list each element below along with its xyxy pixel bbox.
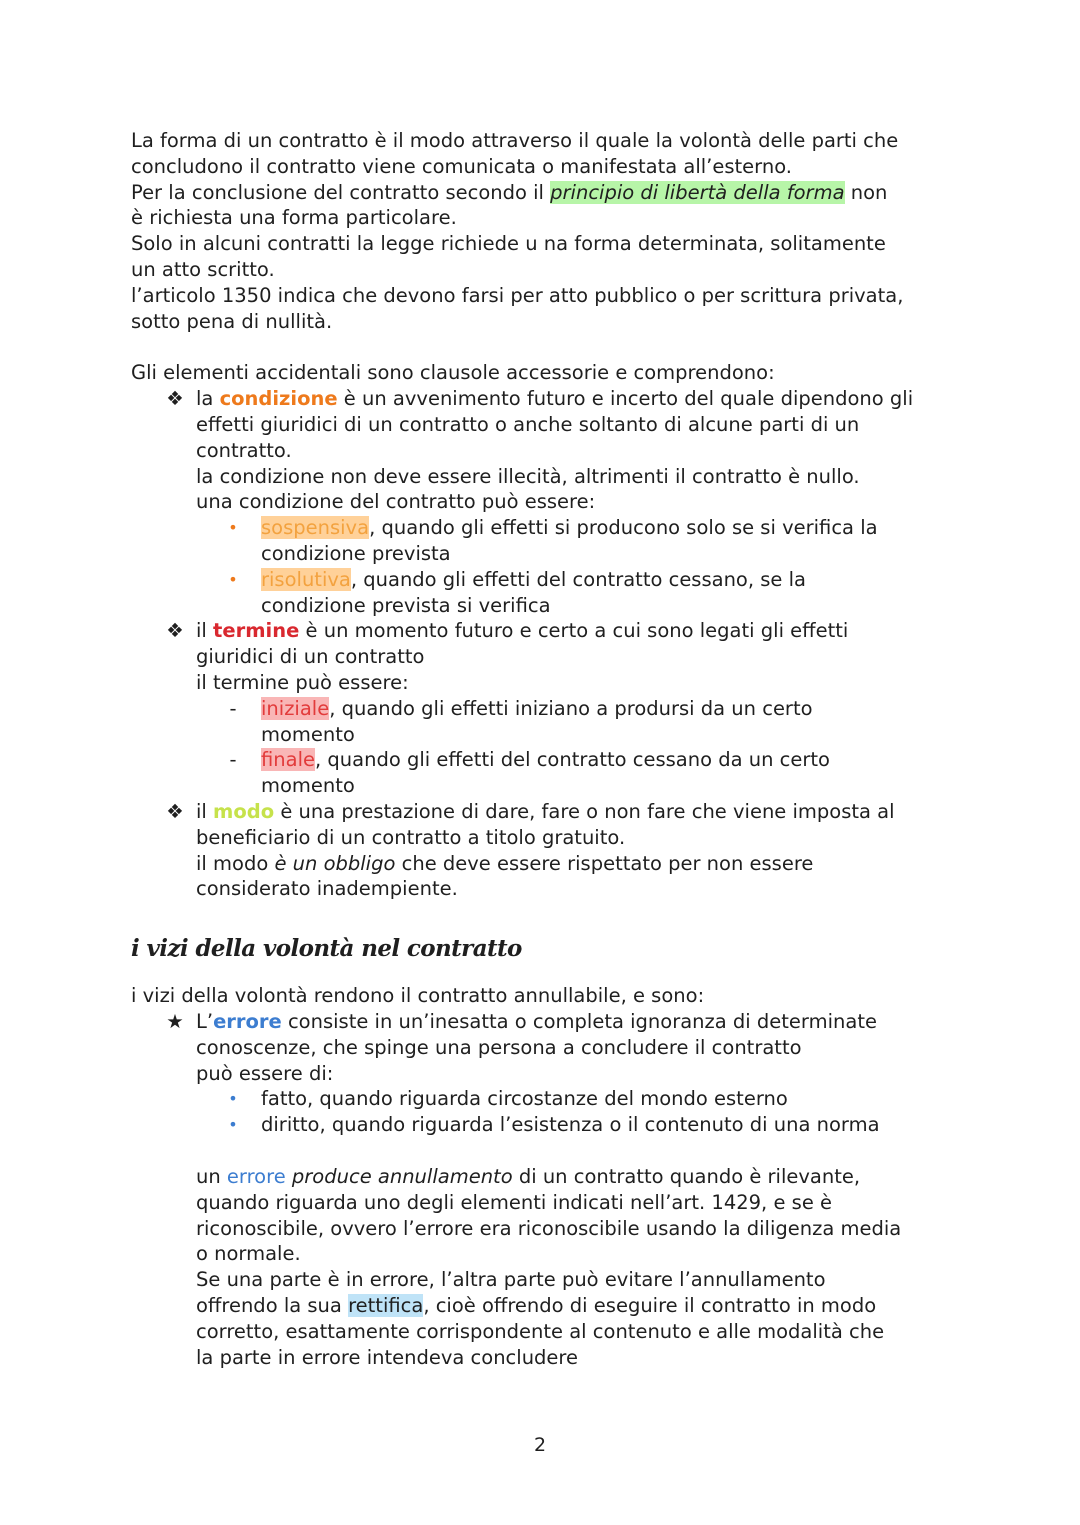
page-number: 2 (533, 1434, 547, 1456)
dot-bullet-icon: • (228, 569, 238, 589)
document-page (131, 128, 961, 1370)
vizi-intro: i vizi della volontà rendono il contratto annullabile, e sono: (131, 984, 705, 1008)
highlight-finale: finale (261, 748, 316, 772)
intro-line: concludono il contratto viene comunicata o manifestata all’esterno. (131, 154, 793, 178)
diamond-bullet-icon: ❖ (166, 799, 184, 823)
sub-item-finale: - finale, quando gli effetti del contratto cessano da un certo momento (131, 747, 961, 799)
highlight-sospensiva: sospensiva (261, 516, 370, 540)
intro-line: Solo in alcuni contratti la legge richiede u na forma determinata, solitamente (131, 232, 886, 256)
sub-item-fatto: • fatto, quando riguarda circostanze del mondo esterno (131, 1086, 961, 1112)
highlight-principio: principio di libertà della forma (550, 180, 845, 204)
bullet-termine: ❖ il termine è un momento futuro e certo a cui sono legati gli effetti giuridici di un contratto il termine può essere: (131, 618, 961, 695)
elementi-heading: Gli elementi accidentali sono clausole accessorie e comprendono: (131, 361, 775, 385)
dash-bullet-icon: - (229, 748, 237, 772)
intro-line: un atto scritto. (131, 257, 275, 281)
errore-paragraph: un errore produce annullamento di un contratto quando è rilevante, quando riguarda uno degli elementi indicati nell’art. 1429, e se è riconoscibile, ovvero l’errore era riconoscibile usando la diligenza media o normale. Se una parte è in errore, l’altra parte può evitare l’annullamento offrendo la sua rettifica, cioè offrendo di eseguire il contratto in modo corretto, esattamente corrispondente al contenuto e alle modalità che la parte in errore intendeva concludere (196, 1164, 902, 1369)
dot-bullet-icon: • (228, 518, 238, 538)
section-title-vizi: i vizi della volontà nel contratto (131, 935, 522, 963)
keyword-modo: modo (213, 799, 275, 823)
intro-line: è richiesta una forma particolare. (131, 206, 457, 230)
dash-bullet-icon: - (229, 696, 237, 720)
intro-line: La forma di un contratto è il modo attraverso il quale la volontà delle parti che (131, 129, 899, 152)
highlight-risolutiva: risolutiva (261, 567, 351, 591)
dot-bullet-icon: • (228, 1089, 238, 1109)
diamond-bullet-icon: ❖ (166, 619, 184, 643)
diamond-bullet-icon: ❖ (166, 387, 184, 411)
keyword-errore: errore (213, 1009, 282, 1033)
dot-bullet-icon: • (228, 1115, 238, 1135)
highlight-iniziale: iniziale (261, 696, 330, 720)
star-bullet-icon: ★ (166, 1009, 184, 1033)
sub-item-risolutiva: • risolutiva, quando gli effetti del contratto cessano, se la condizione prevista si verifica (131, 567, 961, 619)
highlight-rettifica: rettifica (348, 1293, 424, 1317)
intro-line: sotto pena di nullità. (131, 309, 333, 333)
bullet-errore: ★ L’errore consiste in un’inesatta o completa ignoranza di determinate conoscenze, che spinge una persona a concludere il contratto può essere di: (131, 1009, 961, 1086)
bullet-modo: ❖ il modo è una prestazione di dare, fare o non fare che viene imposta al beneficiario di un contratto a titolo gratuito. il modo è un obbligo che deve essere rispettato per non essere considerato inadempiente. (131, 799, 961, 902)
keyword-condizione: condizione (219, 387, 338, 411)
keyword-termine: termine (213, 619, 300, 643)
sub-item-sospensiva: • sospensiva, quando gli effetti si producono solo se si verifica la condizione prevista (131, 515, 961, 567)
sub-item-diritto: • diritto, quando riguarda l’esistenza o il contenuto di una norma (131, 1112, 961, 1138)
keyword-errore-inline: errore (226, 1164, 286, 1188)
bullet-condizione: ❖ la condizione è un avvenimento futuro e incerto del quale dipendono gli effetti giuridici di un contratto o anche soltanto di alcune parti di un contratto. la condizione non deve essere illecità, altrimenti il contratto è nullo. una condizione del contratto può essere: (131, 386, 961, 515)
intro-line: l’articolo 1350 indica che devono farsi per atto pubblico o per scrittura privata, (131, 283, 904, 307)
intro-line: Per la conclusione del contratto secondo il principio di libertà della forma non (131, 180, 888, 204)
sub-item-iniziale: - iniziale, quando gli effetti iniziano a prodursi da un certo momento (131, 696, 961, 748)
